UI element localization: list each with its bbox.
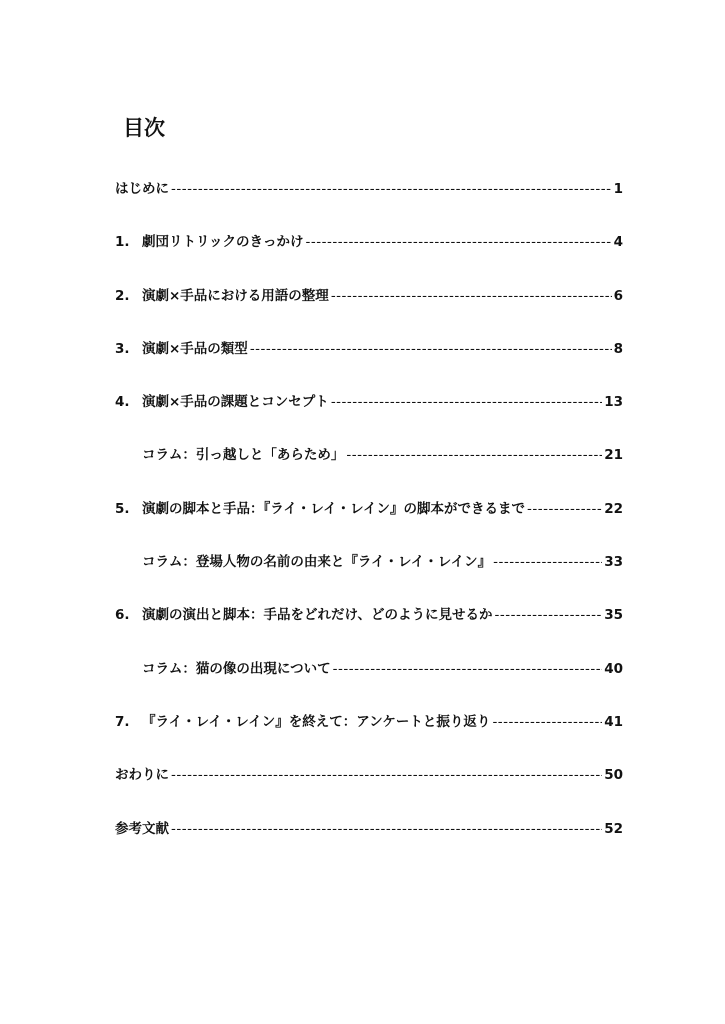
toc-entry[interactable] [115,177,623,230]
toc-entry-label: 『ライ・レイ・レイン』を終えて：アンケートと振り返り [142,713,491,730]
toc-entry[interactable] [115,603,623,656]
toc-entry-page: 21 [604,447,623,464]
toc-entry[interactable] [115,763,623,816]
toc-entry-label: コラム：引っ越しと「あらため」 [142,447,345,464]
toc-entry[interactable] [115,497,623,550]
toc-leader [305,234,611,250]
toc-entry-page: 41 [604,713,623,730]
toc-entry-page: 8 [613,340,623,357]
toc-leader [493,554,602,570]
toc-entry[interactable] [115,390,623,443]
toc-leader [527,501,602,517]
toc-entry-number: 1. [115,234,130,251]
toc-entry-page: 22 [604,500,623,517]
toc-entry-page: 50 [604,767,623,784]
toc-entry-number: 6. [115,607,130,624]
toc-entry[interactable] [115,443,623,496]
toc-leader [492,714,602,730]
toc-entry-page: 4 [613,234,623,251]
table-of-contents [115,177,623,870]
toc-entry-label: 劇団リトリックのきっかけ [142,234,304,251]
toc-entry[interactable] [115,284,623,337]
toc-entry-number: 4. [115,394,130,411]
toc-entry-number: 7. [115,713,130,730]
toc-entry-page: 52 [604,820,623,837]
page-title: 目次 [123,116,165,140]
toc-entry-page: 1 [613,181,623,197]
toc-entry-label: 演劇×手品の課題とコンセプト [142,394,329,411]
toc-entry-page: 6 [613,287,623,304]
toc-entry-page: 13 [604,394,623,411]
toc-leader [494,607,602,623]
toc-entry-page: 33 [604,554,623,571]
toc-entry-label: 演劇の演出と脚本：手品をどれだけ、どのように見せるか [142,607,493,624]
toc-entry-number: 5. [115,500,130,517]
toc-leader [171,821,602,837]
toc-entry[interactable] [115,710,623,763]
toc-entry-label: コラム：登場人物の名前の由来と『ライ・レイ・レイン』 [142,554,492,571]
toc-entry-label: コラム：猫の像の出現について [142,660,331,677]
toc-leader [346,447,602,463]
toc-leader [331,288,612,304]
toc-entry-number: 2. [115,287,130,304]
toc-entry-label: 参考文献 [115,820,169,837]
toc-entry[interactable] [115,230,623,283]
toc-entry[interactable] [115,817,623,870]
toc-entry[interactable] [115,550,623,603]
toc-entry-page: 35 [604,607,623,624]
toc-leader [171,767,602,783]
toc-leader [331,394,602,410]
toc-entry-label: 演劇×手品の類型 [142,340,248,357]
toc-entry-label: はじめに [115,181,169,197]
toc-entry[interactable] [115,657,623,710]
toc-entry-page: 40 [604,660,623,677]
toc-leader [171,181,612,197]
toc-entry-label: おわりに [115,767,169,784]
toc-leader [333,661,603,677]
toc-entry[interactable] [115,337,623,390]
toc-leader [250,341,612,357]
toc-entry-number: 3. [115,340,130,357]
toc-entry-label: 演劇×手品における用語の整理 [142,287,329,304]
toc-entry-label: 演劇の脚本と手品：『ライ・レイ・レイン』の脚本ができるまで [142,500,525,517]
